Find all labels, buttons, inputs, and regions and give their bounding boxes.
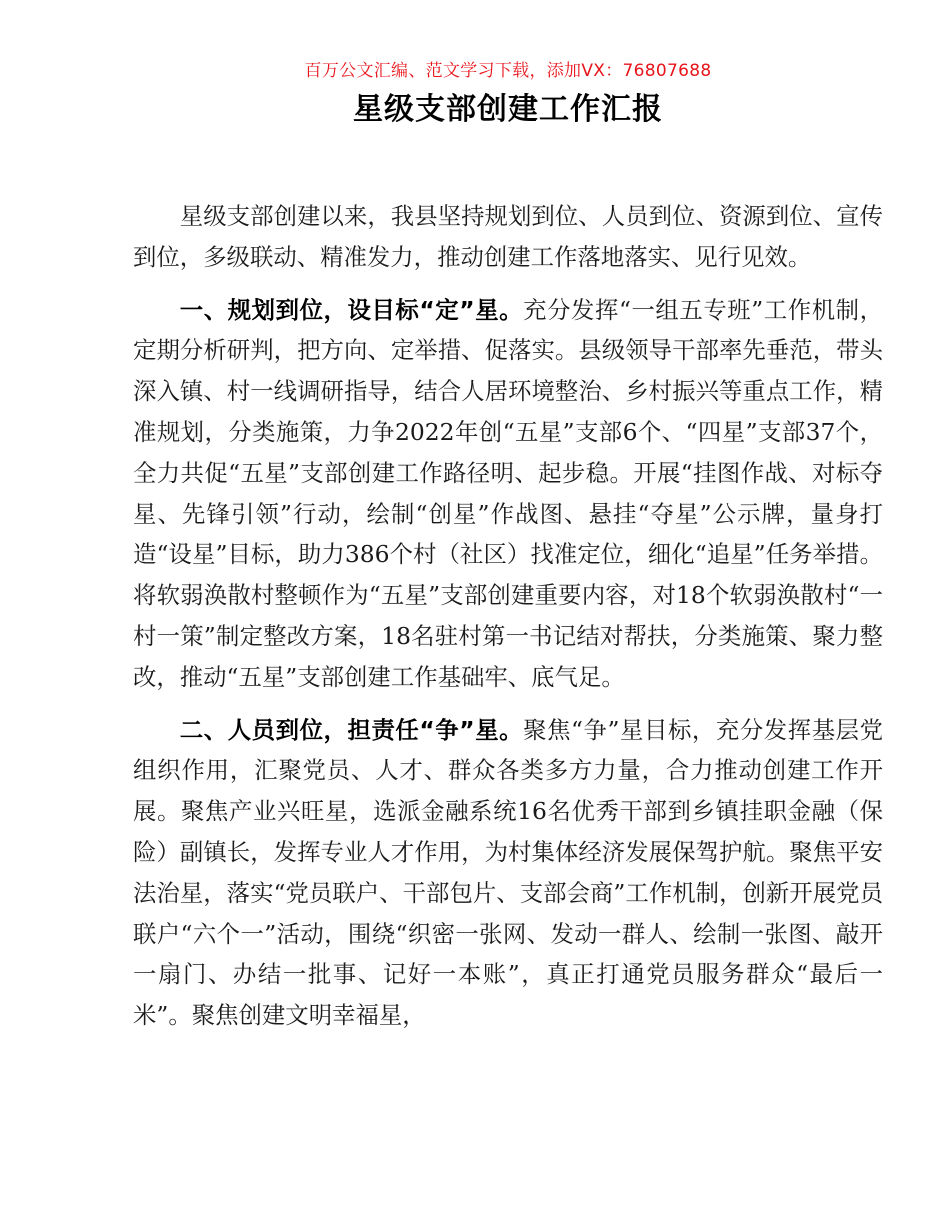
paragraph-section-2: [133, 710, 883, 1036]
paragraph-text: 充分发挥“一组五专班”工作机制，定期分析研判，把方向、定举措、促落实。县级领导干部率先垂范，带头深入镇、村一线调研指导，结合人居环境整治、乡村振兴等重点工作，精准规划，分类施策，力争2022年创“五星”支部6个、“四星”支部37个，全力共促“五星”支部创建工作路径明、起步稳。开展“挂图作战、对标夺星、先锋引领”行动，绘制“创星”作战图、悬挂“夺星”公示牌，量身打造“设星”目标，助力386个村（社区）找准定位，细化“追星”任务举措。将软弱涣散村整顿作为“五星”支部创建重要内容，对18个软弱涣散村“一村一策”制定整改方案，18名驻村第一书记结对帮扶，分类施策、聚力整改，推动“五星”支部创建工作基础牢、底气足。: [133, 295, 884, 691]
header-note: 百万公文汇编、范文学习下载，添加VX：76807688: [304, 61, 712, 81]
paragraph-text: 星级支部创建以来，我县坚持规划到位、人员到位、资源到位、宣传到位，多级联动、精准发力，推动创建工作落地落实、见行见效。: [133, 202, 883, 271]
paragraph-intro: [133, 196, 883, 278]
document-body: [133, 196, 883, 1048]
section-heading: 二、人员到位，担责任“争”星。: [179, 715, 524, 744]
section-heading: 一、规划到位，设目标“定”星。: [179, 295, 524, 324]
paragraph-text: 聚焦“争”星目标，充分发挥基层党组织作用，汇聚党员、人才、群众各类多方力量，合力推动创建工作开展。聚焦产业兴旺星，选派金融系统16名优秀干部到乡镇挂职金融（保险）副镇长，发挥专业人才作用，为村集体经济发展保驾护航。聚焦平安法治星，落实“党员联户、干部包片、支部会商”工作机制，创新开展党员联户“六个一”活动，围绕“织密一张网、发动一群人、绘制一张图、敲开一扇门、办结一批事、记好一本账”，真正打通党员服务群众“最后一米”。聚焦创建文明幸福星，: [133, 715, 884, 1030]
document-title: 星级支部创建工作汇报: [353, 92, 663, 127]
paragraph-section-1: [133, 290, 883, 698]
